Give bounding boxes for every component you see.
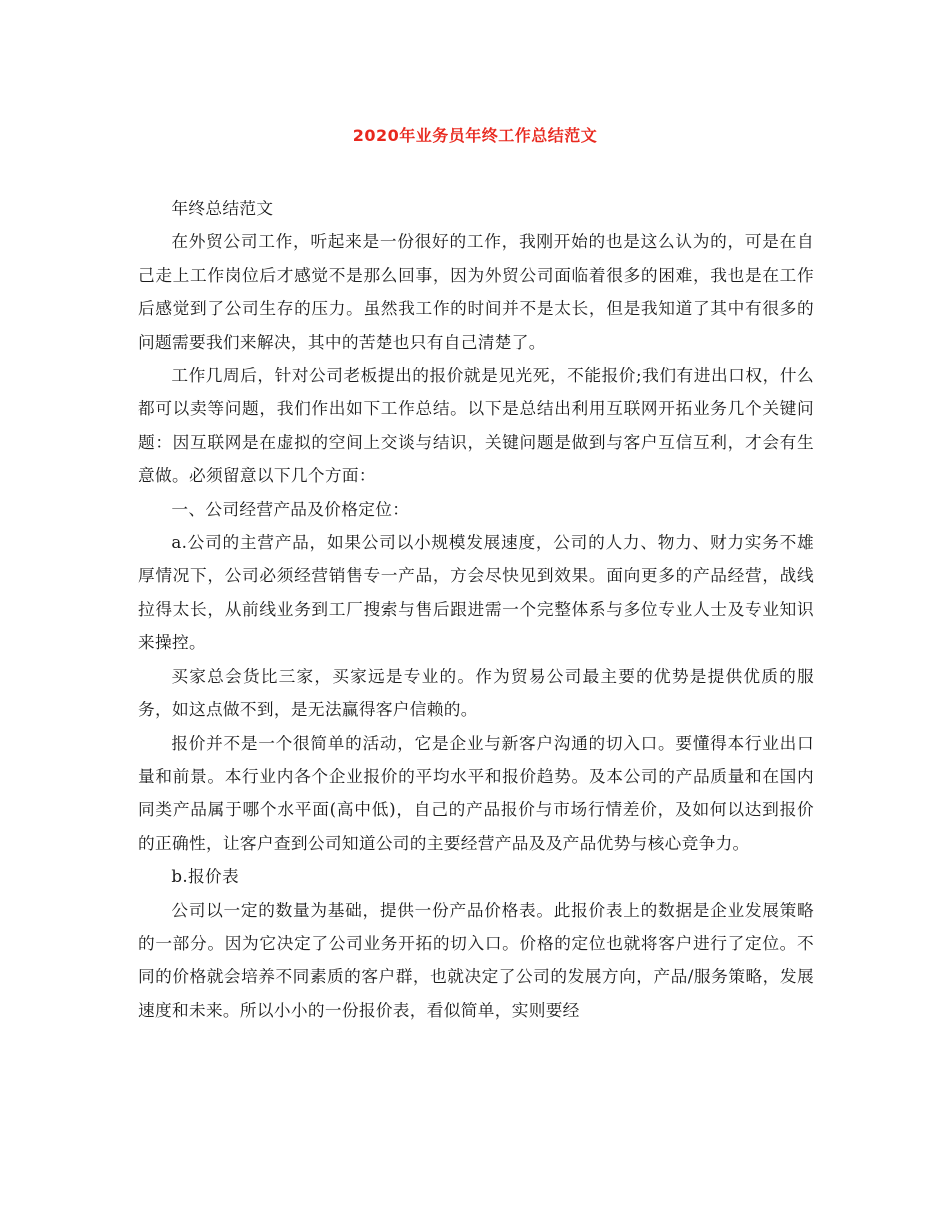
paragraph: a.公司的主营产品，如果公司以小规模发展速度，公司的人力、物力、财力实务不雄厚情况下，公司必须经营销售专一产品，方会尽快见到效果。面向更多的产品经营，战线拉得太长，从前线业务到工厂搜索与售后跟进需一个完整体系与多位专业人士及专业知识来操控。 (138, 532, 814, 653)
paragraph: 在外贸公司工作，听起来是一份很好的工作，我刚开始的也是这么认为的，可是在自己走上工作岗位后才感觉不是那么回事，因为外贸公司面临着很多的困难，我也是在工作后感觉到了公司生存的压力。虽然我工作的时间并不是太长，但是我知道了其中有很多的问题需要我们来解决，其中的苦楚也只有自己清楚了。 (138, 231, 814, 352)
paragraph: 买家总会货比三家，买家远是专业的。作为贸易公司最主要的优势是提供优质的服务，如这点做不到，是无法赢得客户信赖的。 (138, 665, 814, 720)
subsection-heading: b.报价表 (171, 866, 239, 887)
paragraph: 工作几周后，针对公司老板提出的报价就是见光死，不能报价;我们有进出口权，什么都可以卖等问题，我们作出如下工作总结。以下是总结出利用互联网开拓业务几个关键问题：因互联网是在虚拟的空间上交谈与结识，关键问题是做到与客户互信互利，才会有生意做。必须留意以下几个方面： (138, 365, 814, 486)
paragraph-heading: 年终总结范文 (171, 198, 274, 218)
document-body (138, 192, 814, 1027)
document-title: 2020年业务员年终工作总结范文 (352, 126, 598, 145)
paragraph: 公司以一定的数量为基础，提供一份产品价格表。此报价表上的数据是企业发展策略的一部分。因为它决定了公司业务开拓的切入口。价格的定位也就将客户进行了定位。不同的价格就会培养不同素质的客户群，也就决定了公司的发展方向，产品/服务策略，发展速度和未来。所以小小的一份报价表，看似简单，实则要经 (138, 899, 814, 1020)
section-heading: 一、公司经营产品及价格定位： (171, 498, 410, 519)
paragraph: 报价并不是一个很简单的活动，它是企业与新客户沟通的切入口。要懂得本行业出口量和前景。本行业内各个企业报价的平均水平和报价趋势。及本公司的产品质量和在国内同类产品属于哪个水平面(高中低)，自己的产品报价与市场行情差价，及如何以达到报价的正确性，让客户查到公司知道公司的主要经营产品及及产品优势与核心竞争力。 (138, 732, 814, 853)
